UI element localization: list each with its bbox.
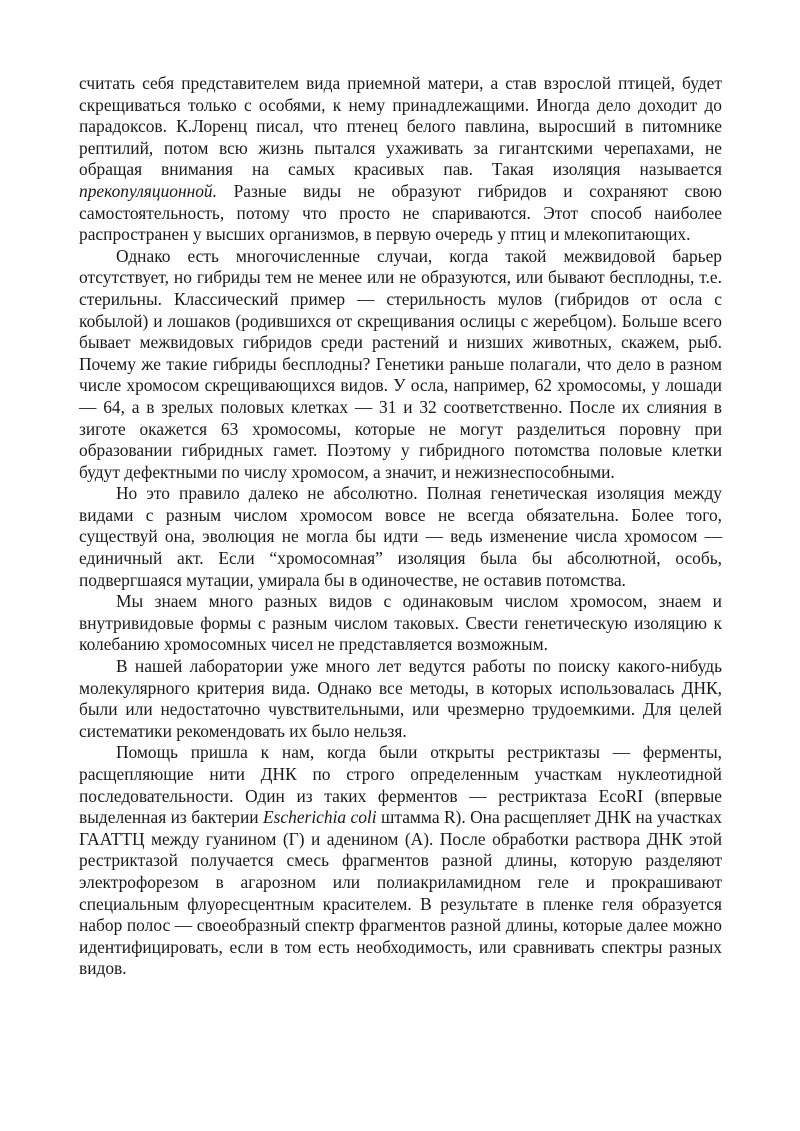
paragraph xyxy=(79,73,722,246)
paragraph-text: Однако есть многочисленные случаи, когда такой межвидовой барьер отсутствует, но гибриды тем не менее или не образуются, или бывают бесплодны, т.е. стерильны. Классический пример — стерильность мулов (гибридов от осла с кобылой) и лошаков (родившихся от скрещивания ослицы с жеребцом). Больше всего бывает межвидовых гибридов среди растений и низших животных, скажем, рыб. Почему же такие гибриды бесплодны? Генетики раньше полагали, что дело в разном числе хромосом скрещивающихся видов. У осла, например, 62 хромосомы, у лошади — 64, а в зрелых половых клетках — 31 и 32 соответственно. После их слияния в зиготе окажется 63 хромосомы, которые не могут разделиться поровну при образовании гибридных гамет. Поэтому у гибридного потомства половые клетки будут дефектными по числу хромосом, а значит, и нежизнеспособными. xyxy=(79,245,722,482)
paragraph xyxy=(79,246,722,484)
italic-species-name: Escherichia coli xyxy=(263,807,377,828)
paragraph xyxy=(79,591,722,656)
paragraph-text: В нашей лаборатории уже много лет ведутся работы по поиску какого-нибудь молекулярного критерия вида. Однако все методы, в которых использовалась ДНК, были или недостаточно чувствительными, или чрезмерно трудоемкими. Для целей систематики рекомендовать их было нельзя. xyxy=(79,656,722,741)
paragraph xyxy=(79,483,722,591)
paragraph-text: Мы знаем много разных видов с одинаковым числом хромосом, знаем и внутривидовые формы с разным числом таковых. Свести генетическую изоляцию к колебанию хромосомных чисел не представляется возможным. xyxy=(79,591,722,655)
paragraph-text: Разные виды не образуют гибридов и сохраняют свою самостоятельность, потому что просто не спариваются. Этот способ наиболее распространен у высших организмов, в первую очередь у птиц и млекопитающих. xyxy=(79,180,722,245)
paragraph-text: Но это правило далеко не абсолютно. Полная генетическая изоляция между видами с разным числом хромосом вовсе не всегда обязательна. Более того, существуй она, эволюция не могла бы идти — ведь изменение числа хромосом — единичный акт. Если “хромосомная” изоляция была бы абсолютной, особь, подвергшаяся мутации, умирала бы в одиночестве, не оставив потомства. xyxy=(79,483,722,590)
paragraph xyxy=(79,742,722,980)
paragraph-text: штамма R). Она расщепляет ДНК на участках ГААТТЦ между гуанином (Г) и аденином (А). После обработки раствора ДНК этой рестриктазой получается смесь фрагментов разной длины, которую разделяют электрофорезом в агарозном или полиакриламидном геле и прокрашивают специальным флуоресцентным красителем. В результате в пленке геля образуется набор полос — своеобразный спектр фрагментов разной длины, которые далее можно идентифицировать, если в том есть необходимость, или сравнивать спектры разных видов. xyxy=(79,807,723,979)
paragraph xyxy=(79,656,722,742)
paragraph-text: считать себя представителем вида приемной матери, а став взрослой птицей, будет скрещиваться только с особями, к нему принадлежащими. Иногда дело доходит до парадоксов. К.Лоренц писал, что птенец белого павлина, выросший в питомнике рептилий, потом всю жизнь пытался ухаживать за гигантскими черепахами, не обращая внимания на самых красивых пав. Такая изоляция называется xyxy=(79,73,722,180)
italic-term: прекопуляционной. xyxy=(79,180,217,201)
paragraph-text: Помощь пришла к нам, когда были открыты рестриктазы — ферменты, расщепляющие нити ДНК по строго определенным участкам нуклеотидной последовательности. Один из таких ферментов — рестриктаза EcoRI (впервые выделенная из бактерии xyxy=(79,742,722,828)
document-page xyxy=(79,73,722,980)
